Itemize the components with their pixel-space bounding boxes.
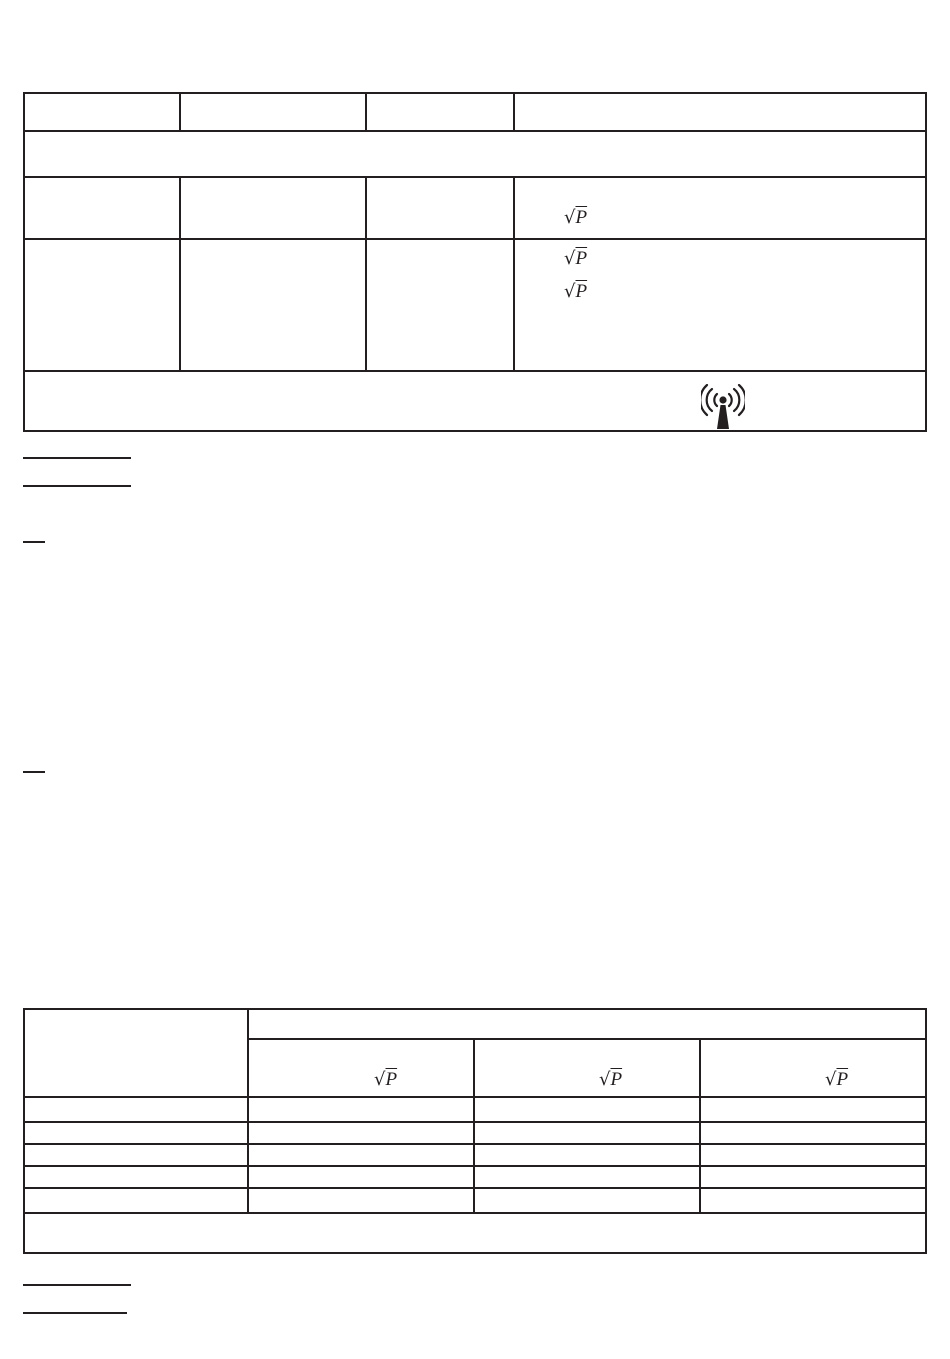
immunity-table-col2-divider-header: [365, 92, 367, 131]
separation-table-row-rule: [23, 1187, 927, 1189]
immunity-table-col1-divider-header: [179, 92, 181, 131]
sqrt-p-formula: √P: [564, 248, 588, 269]
sqrt-p-formula: √P: [564, 281, 588, 302]
separation-table-header-rule: [23, 1096, 927, 1098]
separation-table-row-rule: [23, 1121, 927, 1123]
note-marker-rule: [23, 541, 45, 543]
immunity-table-col2-divider-body: [365, 176, 367, 372]
immunity-table-col1-divider-body: [179, 176, 181, 372]
immunity-table-intro-rule: [23, 176, 927, 178]
separation-table-frame: [23, 1008, 927, 1254]
note-marker-rule: [23, 771, 45, 773]
sqrt-p-formula: √P: [825, 1069, 849, 1090]
immunity-table-frame: [23, 92, 927, 432]
separation-table-body-end-rule: [23, 1212, 927, 1214]
footnote-rule: [23, 1312, 127, 1314]
sqrt-p-formula: √P: [374, 1069, 398, 1090]
immunity-table-header-rule: [23, 130, 927, 132]
separation-table-row-rule: [23, 1165, 927, 1167]
separation-table-row-rule: [23, 1143, 927, 1145]
immunity-table-col3-divider-body: [513, 176, 515, 372]
footnote-rule: [23, 485, 131, 487]
immunity-table-row1-rule: [23, 238, 927, 240]
non-ionizing-radiation-icon: [701, 384, 745, 430]
immunity-table-row2-rule: [23, 370, 927, 372]
separation-table-subheader-rule: [247, 1038, 927, 1040]
footnote-rule: [23, 457, 131, 459]
immunity-table-col3-divider-header: [513, 92, 515, 131]
sqrt-p-formula: √P: [599, 1069, 623, 1090]
sqrt-p-formula: √P: [564, 207, 588, 228]
footnote-rule: [23, 1284, 131, 1286]
